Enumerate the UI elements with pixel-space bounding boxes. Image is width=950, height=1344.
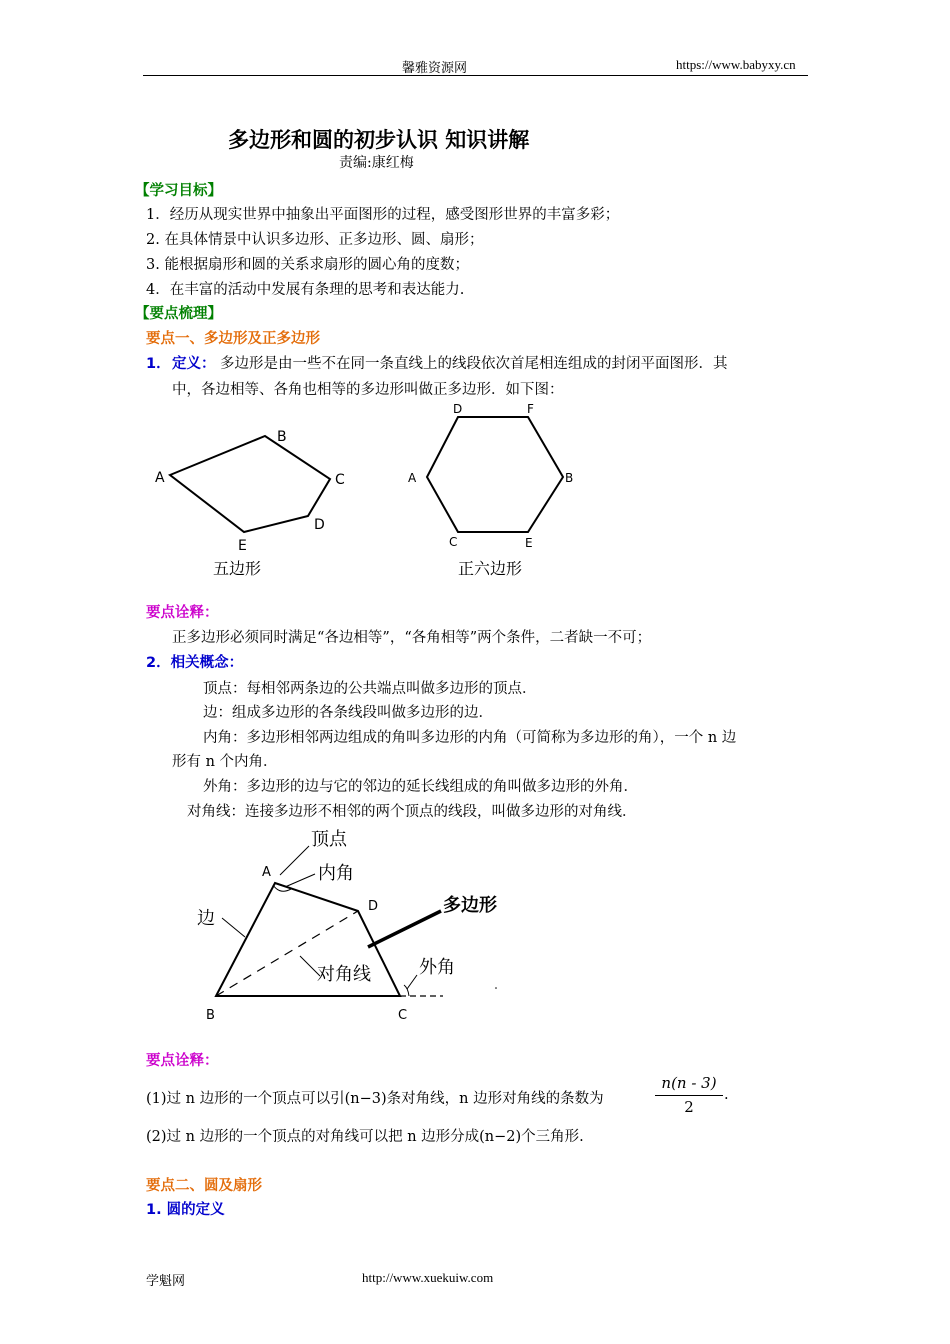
note2-line-1: (1)过 n 边形的一个顶点可以引(n−3)条对角线，n 边形对角线的条数为 (146, 1091, 604, 1107)
exterior-pointer (407, 975, 417, 989)
pentagon-caption: 五边形 (213, 559, 262, 578)
note-text: 正多边形必须同时满足“各边相等”，“各角相等”两个条件，二者缺一不可； (172, 630, 652, 646)
pentagon-shape (170, 436, 330, 532)
footer-site: 学魁网 (146, 1273, 186, 1288)
header-url[interactable]: https://www.babyxy.cn (676, 57, 796, 72)
pentagon-label-c: C (335, 472, 345, 488)
page-title: 多边形和圆的初步认识 知识讲解 (228, 128, 530, 152)
stray-dot (495, 987, 497, 989)
point1-heading: 要点一、多边形及正多边形 (146, 331, 320, 347)
vertex-pointer (280, 846, 309, 875)
label-side: 边 (197, 908, 215, 929)
header-rule (143, 75, 808, 76)
fraction-denominator: 2 (684, 1098, 694, 1116)
label-polygon: 多边形 (443, 895, 497, 916)
label-diagonal: 对角线 (317, 964, 371, 985)
point2-heading: 要点二、圆及扇形 (146, 1178, 262, 1194)
label-exterior-angle: 外角 (419, 957, 455, 978)
side-pointer (222, 918, 245, 937)
summary-heading: 【要点梳理】 (135, 306, 222, 322)
hexagon-label-e: E (525, 536, 533, 550)
hexagon-label-c: C (449, 535, 458, 549)
editor-line: 责编:康红梅 (339, 155, 414, 171)
polygon-pointer (368, 911, 441, 947)
note2-line-2: (2)过 n 边形的一个顶点的对角线可以把 n 边形分成(n−2)个三角形. (146, 1129, 584, 1145)
goal-item: 4．在丰富的活动中发展有条理的思考和表达能力. (146, 282, 465, 298)
concept-interior-angle: 内角：多边形相邻两边组成的角叫多边形的内角（可简称为多边形的角），一个 n 边 (203, 730, 737, 746)
definition-number: 1． (146, 356, 171, 372)
hexagon-caption: 正六边形 (458, 559, 523, 578)
concept-vertex: 顶点：每相邻两条边的公共端点叫做多边形的顶点． (203, 681, 537, 697)
hexagon-label-d: D (453, 402, 463, 416)
pentagon-label-d: D (314, 517, 325, 533)
polygon-figures (140, 395, 600, 590)
diagonal-count-fraction (655, 1073, 723, 1118)
pentagon-label-a: A (155, 470, 165, 486)
goal-item: 2. 在具体情景中认识多边形、正多边形、圆、扇形； (146, 232, 484, 248)
point-c: C (398, 1008, 408, 1023)
note-heading: 要点诠释： (146, 605, 219, 621)
definition-label: 定义： (172, 356, 216, 372)
hexagon-shape (427, 417, 563, 532)
goals-heading: 【学习目标】 (135, 183, 222, 199)
point-b: B (206, 1008, 215, 1023)
pentagon-label-e: E (238, 538, 247, 554)
label-vertex: 顶点 (311, 829, 347, 850)
concept-interior-angle-cont: 形有 n 个内角． (172, 754, 278, 770)
concept-side: 边：组成多边形的各条线段叫做多边形的边． (203, 705, 493, 721)
fraction-numerator: n(n - 3) (655, 1073, 723, 1096)
hexagon-label-b: B (565, 471, 574, 485)
point-d: D (368, 899, 379, 914)
footer-url[interactable]: http://www.xuekuiw.com (362, 1270, 494, 1285)
hexagon-label-f: F (527, 402, 534, 416)
concept-diagonal: 对角线：连接多边形不相邻的两个顶点的线段，叫做多边形的对角线． (187, 804, 637, 820)
polygon-terms-diagram (185, 823, 525, 1028)
label-interior-angle: 内角 (318, 863, 354, 884)
fraction-period: . (724, 1087, 729, 1103)
pentagon-label-b: B (277, 429, 287, 445)
concept-exterior-angle: 外角：多边形的边与它的邻边的延长线组成的角叫做多边形的外角． (203, 779, 638, 795)
note2-heading: 要点诠释： (146, 1053, 219, 1069)
goal-item: 1．经历从现实世界中抽象出平面图形的过程，感受图形世界的丰富多彩； (146, 207, 620, 223)
header-site: 馨雅资源网 (402, 60, 468, 75)
hexagon-label-a: A (408, 471, 417, 485)
point-a: A (262, 865, 271, 880)
circle-definition-heading: 1. 圆的定义 (146, 1202, 225, 1218)
definition-text-2: 中，各边相等、各角也相等的多边形叫做正多边形．如下图： (172, 382, 564, 398)
concepts-heading: 2．相关概念： (146, 655, 244, 671)
goal-item: 3. 能根据扇形和圆的关系求扇形的圆心角的度数； (146, 257, 469, 273)
definition-text-1: 多边形是由一些不在同一条直线上的线段依次首尾相连组成的封闭平面图形．其 (220, 356, 728, 372)
interior-pointer (285, 874, 315, 887)
